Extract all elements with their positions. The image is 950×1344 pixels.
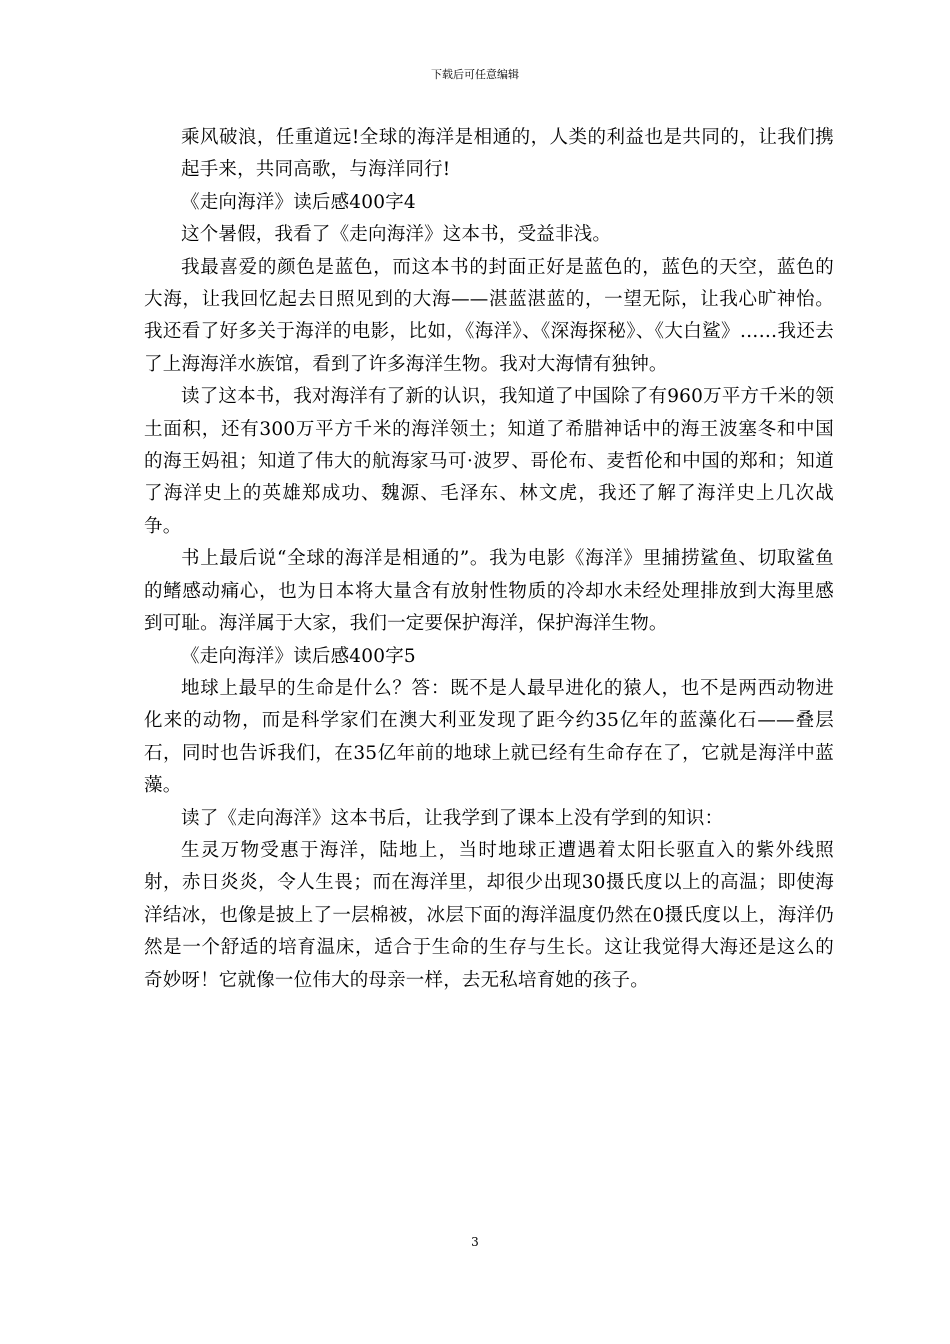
paragraph-new-knowledge: 读了这本书，我对海洋有了新的认识，我知道了中国除了有960万平方千米的领土面积，还有300万平方千米的海洋领土；知道了希腊神话中的海王波塞冬和中国的海王妈祖；知道了伟大的航海家马可·波罗、哥伦布、麦哲伦和中国的郑和；知道了海洋史上的英雄郑成功、魏源、毛泽东、林文虎，我还了解了海洋史上几次战争。 bbox=[144, 386, 835, 537]
paragraph-ocean-nurtures-life: 生灵万物受惠于海洋，陆地上，当时地球正遭遇着太阳长驱直入的紫外线照射，赤日炎炎，令人生畏；而在海洋里，却很少出现30摄氏度以上的高温；即使海洋结冰，也像是披上了一层棉被，冰层下面的海洋温度仍然在0摄氏度以上，海洋仍然是一个舒适的培育温床，适合于生命的生存与生长。这让我觉得大海还是这么的奇妙呀！它就像一位伟大的母亲一样，去无私培育她的孩子。 bbox=[144, 839, 834, 991]
paragraph-learned-knowledge: 读了《走向海洋》这本书后，让我学到了课本上没有学到的知识： bbox=[181, 807, 724, 829]
page-number: 3 bbox=[471, 1235, 479, 1249]
essay-heading-5: 《走向海洋》读后感400字5 bbox=[181, 645, 416, 667]
paragraph-favorite-color: 我最喜爱的颜色是蓝色，而这本书的封面正好是蓝色的，蓝色的天空，蓝色的大海，让我回忆起去日照见到的大海——湛蓝湛蓝的，一望无际，让我心旷神怡。我还看了好多关于海洋的电影，比如，《海洋》、《深海探秘》、《大白鲨》……我还去了上海海洋水族馆，看到了许多海洋生物。我对大海情有独钟。 bbox=[144, 256, 834, 375]
paragraph-ocean-closing: 乘风破浪，任重道远!全球的海洋是相通的，人类的利益也是共同的，让我们携起手来，共同高歌，与海洋同行! bbox=[181, 127, 834, 181]
document-body bbox=[144, 122, 834, 997]
paragraph-earliest-life: 地球上最早的生命是什么？答：既不是人最早进化的猿人，也不是两西动物进化来的动物，而是科学家们在澳大利亚发现了距今约35亿年的蓝藻化石——叠层石，同时也告诉我们，在35亿年前的地球上就已经有生命存在了，它就是海洋中蓝藻。 bbox=[144, 677, 834, 797]
essay-heading-4: 《走向海洋》读后感400字4 bbox=[181, 191, 416, 213]
paragraph-oceans-connected: 书上最后说“全球的海洋是相通的”。我为电影《海洋》里捕捞鲨鱼、切取鲨鱼的鳍感动痛心，也为日本将大量含有放射性物质的冷却水未经处理排放到大海里感到可耻。海洋属于大家，我们一定要保护海洋，保护海洋生物。 bbox=[144, 548, 834, 635]
page-header: 下载后可任意编辑 bbox=[431, 68, 519, 81]
paragraph-summer-reading: 这个暑假，我看了《走向海洋》这本书，受益非浅。 bbox=[181, 224, 612, 246]
